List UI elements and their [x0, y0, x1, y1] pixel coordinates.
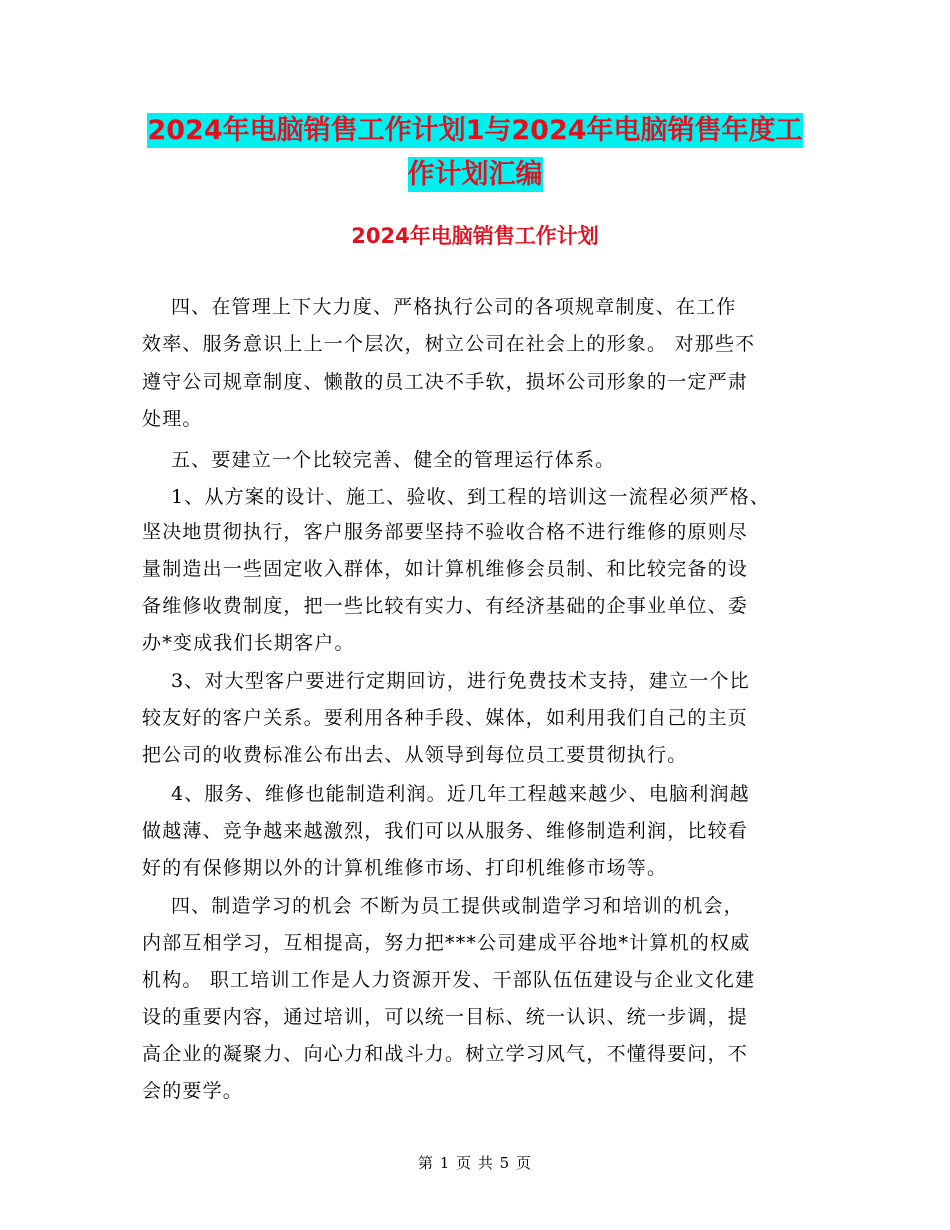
body-line: 高企业的凝聚力、向心力和战斗力。树立学习风气，不懂得要问，不: [142, 1043, 749, 1065]
document-title-line-2: [0, 152, 950, 198]
body-line: 做越薄、竞争越来越激烈，我们可以从服务、维修制造利润，比较看: [142, 820, 749, 842]
body-line: 办*变成我们长期客户。: [142, 632, 355, 654]
body-line: 好的有保修期以外的计算机维修市场、打印机维修市场等。: [142, 857, 668, 879]
title-highlight: 作计划汇编: [407, 159, 543, 190]
body-line: 把公司的收费标准公布出去、从领导到每位员工要贯彻执行。: [142, 744, 688, 766]
body-line: 处理。: [142, 408, 203, 430]
body-line: 设的重要内容，通过培训，可以统一目标、统一认识、统一步调，提: [142, 1006, 749, 1028]
body-line: 四、制造学习的机会 不断为员工提供或制造学习和培训的机会，: [142, 895, 744, 917]
page-number-footer: 第 1 页 共 5 页: [418, 1154, 532, 1172]
body-line: 五、要建立一个比较完善、健全的管理运行体系。: [142, 449, 616, 471]
body-line: 较友好的客户关系。要利用各种手段、媒体，如利用我们自己的主页: [142, 707, 749, 729]
body-line: 会的要学。: [142, 1080, 244, 1102]
body-line: 4、服务、维修也能制造利润。近几年工程越来越少、电脑利润越: [142, 783, 750, 805]
body-line: 效率、服务意识上上一个层次，树立公司在社会上的形象。 对那些不: [142, 333, 756, 355]
body-line: 遵守公司规章制度、懒散的员工决不手软，损坏公司形象的一定严肃: [142, 371, 749, 393]
body-line: 量制造出一些固定收入群体，如计算机维修会员制、和比较完备的设: [142, 558, 749, 580]
body-line: 四、在管理上下大力度、严格执行公司的各项规章制度、在工作: [142, 296, 737, 318]
title-highlight: 2024年电脑销售工作计划1与2024年电脑销售年度工: [147, 115, 803, 146]
section-title: 2024年电脑销售工作计划: [351, 224, 599, 248]
body-line: 内部互相学习，互相提高，努力把***公司建成平谷地*计算机的权威: [142, 932, 751, 954]
body-line: 机构。 职工培训工作是人力资源开发、干部队伍伍建设与企业文化建: [142, 969, 756, 991]
body-line: 3、对大型客户要进行定期回访，进行免费技术支持，建立一个比: [142, 670, 750, 692]
body-line: 备维修收费制度，把一些比较有实力、有经济基础的企事业单位、委: [142, 595, 749, 617]
body-line: 坚决地贯彻执行，客户服务部要坚持不验收合格不进行维修的原则尽: [142, 521, 749, 543]
body-line: 1、从方案的设计、施工、验收、到工程的培训这一流程必须严格、: [142, 486, 771, 508]
document-title-line-1: [0, 108, 950, 154]
